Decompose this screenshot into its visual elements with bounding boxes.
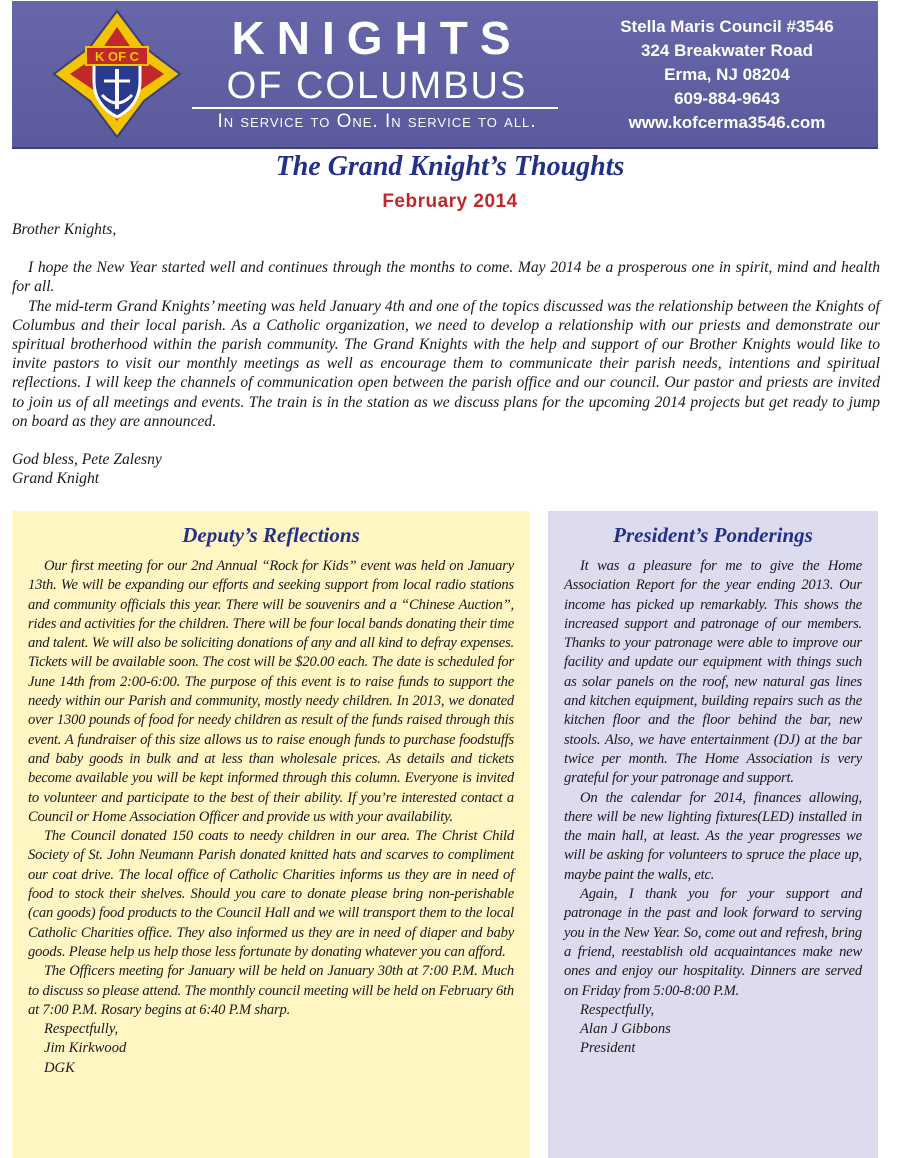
council-website[interactable]: www.kofcerma3546.com xyxy=(628,113,826,132)
org-tagline: In service to One. In service to all. xyxy=(217,111,537,132)
article-title: The Grand Knight’s Thoughts xyxy=(275,151,625,182)
letter-signature-title: Grand Knight xyxy=(12,470,100,488)
deputy-paragraph: The Officers meeting for January will be held on January 30th at 7:00 P.M. Much to discuss so please attend. The monthly council meeting will be held on February 6th at 7:00 P.M. Rosary begins at 6:40 P.M sharp. xyxy=(28,963,514,1018)
president-role: President xyxy=(580,1040,636,1057)
president-ponderings-column xyxy=(548,511,878,1158)
council-phone: 609-884-9643 xyxy=(674,89,780,108)
council-city: Erma, NJ 08204 xyxy=(664,65,790,84)
deputy-name: Jim Kirkwood xyxy=(44,1040,127,1057)
council-name: Stella Maris Council #3546 xyxy=(620,17,834,36)
president-paragraph: Again, I thank you for your support and patronage in the past and look forward to serving you in the New Year. So, come out and refresh, bring a friend, reestablish old acquaintances make new ones and enjoy our hospitality. Dinners are served on Friday from 5:00-8:00 P.M. xyxy=(564,886,862,999)
council-street: 324 Breakwater Road xyxy=(641,41,813,60)
letter-paragraph: I hope the New Year started well and continues through the months to come. May 2014 be a prosperous one in spirit, mind and health for all. xyxy=(12,259,880,296)
president-heading: President’s Ponderings xyxy=(613,523,813,547)
grand-knight-letter xyxy=(12,220,880,488)
deputy-heading: Deputy’s Reflections xyxy=(182,523,360,547)
knights-of-columbus-emblem-icon xyxy=(52,9,182,139)
header-banner xyxy=(12,1,878,149)
letter-closing: God bless, Pete Zalesny xyxy=(12,451,162,469)
president-name: Alan J Gibbons xyxy=(580,1021,671,1038)
president-paragraph: On the calendar for 2014, finances allowing, there will be new lighting fixtures(LED) installed in the main hall, at least. As the year progresses we will be asking for volunteers to spruce the place up, maybe paint the walls, etc. xyxy=(564,789,862,883)
council-contact xyxy=(582,15,872,135)
deputy-role: DGK xyxy=(44,1059,75,1076)
deputy-paragraph: The Council donated 150 coats to needy children in our area. The Christ Child Society of St. John Neumann Parish donated knitted hats and scarves to compliment our coat drive. The local office of Catholic Charities informs us they are in need of food to stock their shelves. Should you care to donate please bring non-perishable (can goods) food products to the Council Hall and we will transport them to the local Catholic Charities office. They also informed us they are in need of diaper and baby goods. Please help us help those less fortunate by donating whatever you can afford. xyxy=(28,828,514,960)
org-name: KNIGHTS xyxy=(231,12,523,64)
president-paragraph: It was a pleasure for me to give the Home Association Report for the year ending 2013. Our income has picked up remarkably. This shows the increased support and patronage of our members. Thanks to your patronage were able to improve our facility and update our equipment with things such as solar panels on the roof, new natural gas lines and kitchen equipment, building repairs such as the kitchen floor and the floor behind the bar, new stools. Also, we have entertainment (DJ) at the bar twice per month. The Home Association is very grateful for your patronage and support. xyxy=(564,558,862,787)
header-divider xyxy=(192,107,558,109)
deputy-sign-off: Respectfully, xyxy=(44,1021,119,1038)
article-date: February 2014 xyxy=(382,191,518,212)
org-subtitle: OF COLUMBUS xyxy=(226,65,528,107)
letter-paragraph: The mid-term Grand Knights’ meeting was held January 4th and one of the topics discussed was the relationship between the Knights of Columbus and their local parish. As a Catholic organization, we need to develop a relationship with our priests and demonstrate our spiritual brotherhood within the parish community. The Grand Knights with the help and support of our Brother Knights would like to invite pastors to visit our monthly meetings as well as encourage them to communicate their parish needs, intentions and spiritual reflections. I will keep the channels of communication open between the parish office and our council. Our pastor and priests are invited to join us of all meetings and events. The train is in the station as we discuss plans for the upcoming 2014 projects but get ready to jump on board as they are announced. xyxy=(12,297,880,430)
deputy-paragraph: Our first meeting for our 2nd Annual “Rock for Kids” event was held on January 13th. We will be expanding our efforts and seeking support from local radio stations and community officials this year. There will be souvenirs and a “Chinese Auction”, rides and activities for the children. There will be four local bands donating their time and talent. We will also be soliciting donations of any and all kind to defray expenses. Tickets will be available soon. The cost will be $20.00 each. The date is scheduled for June 14th from 2:00-6:00. The purpose of this event is to raise funds to support the needy within our Parish and community, mostly needy children. In 2013, we donated over 1300 pounds of food for needy children as result of the funds raised through this event. A fundraiser of this size allows us to raise enough funds to purchase foodstuffs and baby goods in bulk and at less than wholesale prices. As details and tickets become available you will be kept informed through this column. Everyone is invited to volunteer and participate to the best of their ability. If you’re interested contact a Council or Home Association Officer and provide us with your availability. xyxy=(28,558,514,825)
emblem-text: K OF C xyxy=(94,49,140,64)
salutation: Brother Knights, xyxy=(12,221,117,238)
deputy-reflections-column xyxy=(12,511,530,1158)
president-sign-off: Respectfully, xyxy=(580,1001,655,1018)
